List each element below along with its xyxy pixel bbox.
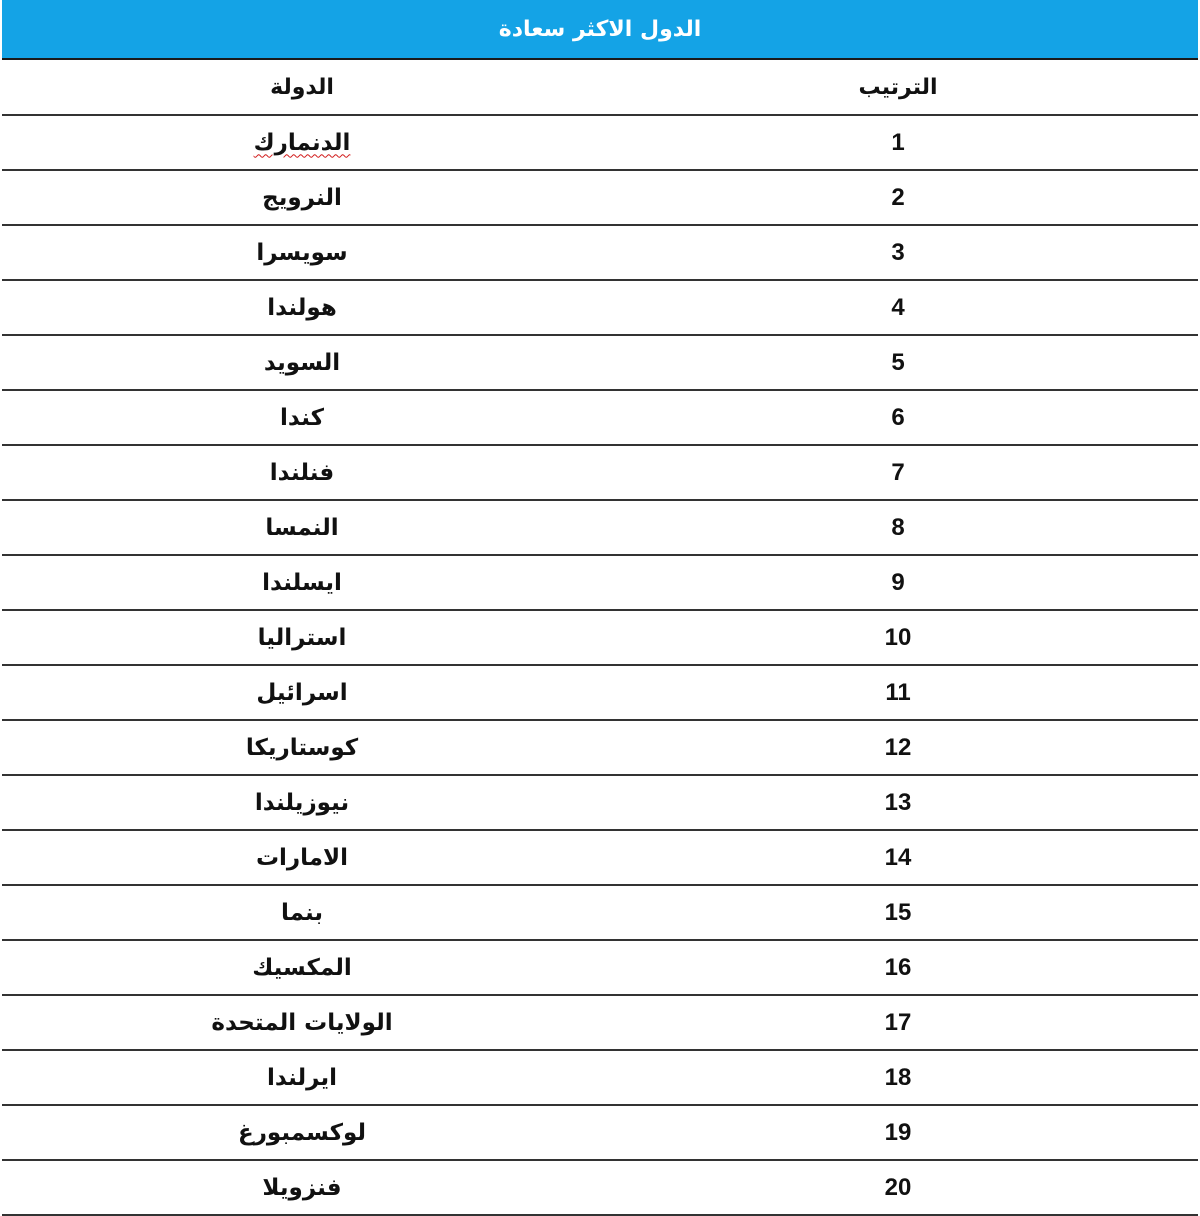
rank-cell: 11 [885,678,911,706]
country-name: لوكسمبورغ [237,1119,367,1146]
country-cell [102,721,502,774]
country-name: النمسا [265,514,339,541]
table-row [2,281,1198,336]
table-row [2,556,1198,611]
country-cell [102,226,502,279]
table-title: الدول الاكثر سعادة [498,16,702,42]
country-cell [102,1161,502,1214]
country-name: سويسرا [256,239,348,266]
country-name: ايسلندا [262,569,342,596]
rank-cell: 6 [891,403,905,431]
country-cell [102,941,502,994]
country-cell [102,1051,502,1104]
rank-cell: 17 [884,1008,912,1036]
rank-cell: 15 [884,898,912,926]
country-cell [102,391,502,444]
table-row [2,446,1198,501]
table-row [2,721,1198,776]
table-row [2,391,1198,446]
table-row [2,886,1198,941]
country-cell [102,1106,502,1159]
table-row [2,1106,1198,1161]
table-row [2,171,1198,226]
rank-cell: 19 [884,1118,912,1146]
rank-cell: 5 [891,348,905,376]
rank-cell: 3 [891,238,905,266]
table-row [2,1161,1198,1216]
table-body [2,116,1198,1216]
country-cell [102,666,502,719]
header-country: الدولة [270,74,334,100]
rank-cell: 13 [884,788,912,816]
country-name: كوستاريكا [245,734,359,761]
table-row [2,941,1198,996]
country-cell [102,281,502,334]
rank-cell: 20 [884,1173,912,1201]
rank-cell: 1 [891,128,905,156]
country-name: الدنمارك [253,129,351,156]
table-title-bar [2,0,1198,60]
country-name: فنلندا [269,459,335,486]
table-row [2,666,1198,721]
country-name: الولايات المتحدة [211,1009,393,1036]
country-name: السويد [263,349,341,376]
country-cell [102,171,502,224]
header-rank: الترتيب [858,74,938,100]
table-row [2,831,1198,886]
country-cell [102,556,502,609]
table-row [2,501,1198,556]
country-cell [102,886,502,939]
country-cell [102,336,502,389]
country-cell [102,116,502,169]
country-name: كندا [280,404,324,431]
rank-cell: 8 [891,513,905,541]
country-name: بنما [280,899,324,926]
country-cell [102,776,502,829]
rank-cell: 10 [884,623,912,651]
table-header-row [2,60,1198,116]
rank-cell: 12 [884,733,912,761]
table-row [2,1051,1198,1106]
rank-cell: 9 [891,568,905,596]
country-name: استراليا [257,624,347,651]
country-name: الامارات [255,844,349,871]
country-name: اسرائيل [256,679,348,706]
happiest-countries-table [2,60,1198,1216]
country-cell [102,501,502,554]
table-row [2,116,1198,171]
country-name: هولندا [267,294,337,321]
country-cell [102,831,502,884]
country-name: النرويج [262,184,342,211]
country-cell [102,446,502,499]
table-row [2,336,1198,391]
table-row [2,996,1198,1051]
table-row [2,226,1198,281]
country-name: نيوزيلندا [254,789,350,816]
rank-cell: 14 [884,843,912,871]
country-cell [102,611,502,664]
country-cell [102,996,502,1049]
rank-cell: 16 [884,953,912,981]
rank-cell: 7 [891,458,905,486]
table-row [2,611,1198,666]
country-name: ايرلندا [266,1064,338,1091]
rank-cell: 4 [891,293,905,321]
country-name: المكسيك [252,954,352,981]
rank-cell: 18 [884,1063,912,1091]
rank-cell: 2 [891,183,905,211]
country-name: فنزويلا [262,1174,342,1201]
table-row [2,776,1198,831]
